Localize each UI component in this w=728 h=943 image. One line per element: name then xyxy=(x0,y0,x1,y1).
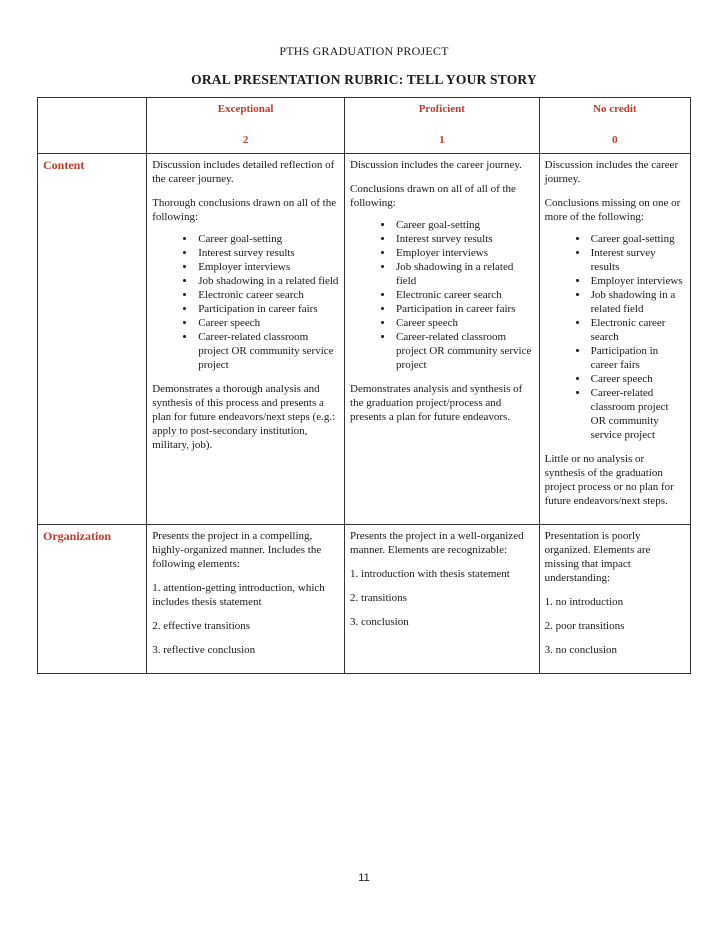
list-item: • Career-related classroom project OR community service project xyxy=(196,330,339,372)
element-item: 2. transitions xyxy=(350,592,407,604)
list-item: • Interest survey results xyxy=(394,232,534,246)
content-no-credit-cell xyxy=(539,154,690,525)
element-item: 2. poor transitions xyxy=(544,620,625,632)
level-name: Proficient xyxy=(418,103,465,115)
list-item: • Career speech xyxy=(394,316,534,330)
project-title: PTHS GRADUATION PROJECT xyxy=(279,44,449,58)
list-item: • Interest survey results xyxy=(196,246,339,260)
list-item: • Career goal-setting xyxy=(394,218,534,232)
criterion-label-organization: Organization xyxy=(38,525,147,674)
element-item: 3. reflective conclusion xyxy=(152,644,256,656)
cell-lead: Conclusions drawn on all of all of the following: xyxy=(350,183,516,209)
cell-lead: Thorough conclusions drawn on all of the following: xyxy=(152,197,337,223)
empty-header-cell xyxy=(38,98,147,154)
element-item: 1. attention-getting introduction, which includes thesis statement xyxy=(152,582,325,608)
organization-proficient-cell xyxy=(345,525,540,674)
criterion-label-content: Content xyxy=(38,154,147,525)
evidence-list xyxy=(152,232,339,372)
level-header-proficient xyxy=(345,98,540,154)
organization-exceptional-cell xyxy=(147,525,345,674)
list-item: • Job shadowing in a related field xyxy=(196,274,339,288)
cell-closing: Demonstrates a thorough analysis and synthesis of this process and presents a plan for future endeavors/next steps (e.g.: apply to post-secondary institution, military, job). xyxy=(152,383,336,451)
list-item: • Interest survey results xyxy=(589,246,685,274)
evidence-list xyxy=(545,232,685,442)
element-item: 1. no introduction xyxy=(544,596,624,608)
level-points: 0 xyxy=(612,134,618,146)
level-header-row xyxy=(38,98,691,154)
element-item: 3. conclusion xyxy=(350,616,409,628)
cell-intro: Discussion includes detailed reflection of the career journey. xyxy=(152,159,335,185)
cell-closing: Demonstrates analysis and synthesis of the graduation project/process and presents a plan for future endeavors. xyxy=(350,383,523,423)
list-item: • Career-related classroom project OR community service project xyxy=(394,330,534,372)
evidence-list xyxy=(350,218,534,372)
rubric-title: ORAL PRESENTATION RUBRIC: TELL YOUR STORY xyxy=(191,72,537,87)
list-item: • Employer interviews xyxy=(589,274,685,288)
level-points: 2 xyxy=(242,134,249,146)
level-header-no-credit xyxy=(539,98,690,154)
list-item: • Employer interviews xyxy=(196,260,339,274)
list-item: • Electronic career search xyxy=(589,316,685,344)
list-item: • Employer interviews xyxy=(394,246,534,260)
list-item: • Participation in career fairs xyxy=(196,302,339,316)
list-item: • Participation in career fairs xyxy=(589,344,685,372)
cell-lead: Conclusions missing on one or more of the following: xyxy=(544,197,681,223)
level-points: 1 xyxy=(439,134,445,146)
organization-no-credit-cell xyxy=(539,525,690,674)
list-item: • Electronic career search xyxy=(196,288,339,302)
level-name: Exceptional xyxy=(217,103,274,115)
level-header-exceptional xyxy=(147,98,345,154)
element-item: 3. no conclusion xyxy=(544,644,618,656)
list-item: • Career goal-setting xyxy=(589,232,685,246)
list-item: • Career goal-setting xyxy=(196,232,339,246)
cell-intro: Discussion includes the career journey. xyxy=(350,159,522,171)
list-item: • Electronic career search xyxy=(394,288,534,302)
rubric-table xyxy=(37,97,691,674)
element-item: 1. introduction with thesis statement xyxy=(350,568,510,580)
list-item: • Job shadowing in a related field xyxy=(589,288,685,316)
organization-row xyxy=(38,525,691,674)
list-item: • Participation in career fairs xyxy=(394,302,534,316)
page-number: 11 xyxy=(358,872,370,884)
list-item: • Career speech xyxy=(196,316,339,330)
cell-intro: Presents the project in a well-organized manner. Elements are recognizable: xyxy=(350,530,524,556)
cell-intro: Presents the project in a compelling, highly-organized manner. Includes the following elements: xyxy=(152,530,322,570)
level-name: No credit xyxy=(593,103,637,115)
element-item: 2. effective transitions xyxy=(152,620,251,632)
cell-closing: Little or no analysis or synthesis of the graduation project process or no plan for future endeavors/next steps. xyxy=(544,453,674,507)
list-item: • Job shadowing in a related field xyxy=(394,260,534,288)
cell-intro: Presentation is poorly organized. Elements are missing that impact understanding: xyxy=(544,530,651,584)
content-exceptional-cell xyxy=(147,154,345,525)
list-item: • Career speech xyxy=(589,372,685,386)
content-row xyxy=(38,154,691,525)
content-proficient-cell xyxy=(345,154,540,525)
list-item: • Career-related classroom project OR community service project xyxy=(589,386,685,442)
cell-intro: Discussion includes the career journey. xyxy=(544,159,679,185)
